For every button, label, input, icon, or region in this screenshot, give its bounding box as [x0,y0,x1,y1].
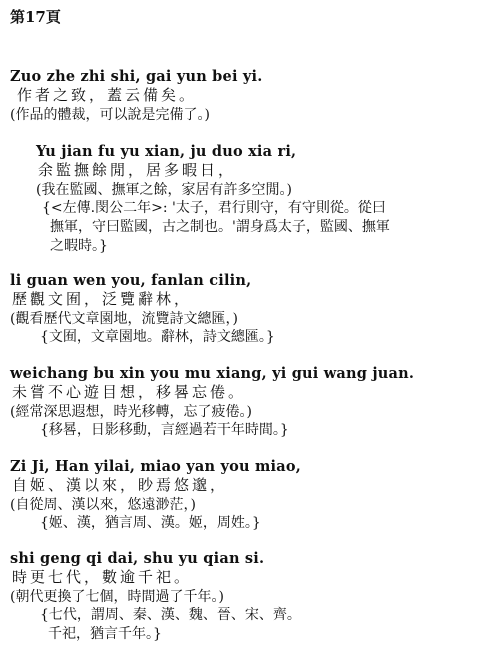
stanza-5-note-line-1: {姬、漢，猶言周、漢。姬，周姓。} [40,515,261,531]
page-number: 第17頁 [10,8,61,26]
stanza-2-note-line-1: {<左傳.閔公二年>: '太子，君行則守，有守則從。從曰 [42,200,386,216]
stanza-4-pinyin: weichang bu xin you mu xiang, yi gui wang juan. [10,365,415,382]
stanza-3-note-line-1: {文囿，文章園地。辭林，詩文總匯。} [40,329,275,345]
stanza-3-translation: (觀看歷代文章園地，流覽詩文總匯，) [10,311,238,327]
stanza-1-chinese: 作者之致，蓋云備矣。 [17,86,198,104]
stanza-4-note-line-1: {移晷，日影移動，言經過若干年時間。} [40,422,289,438]
stanza-5-pinyin: Zi Ji, Han yilai, miao yan you miao, [10,458,301,475]
stanza-4-chinese: 未嘗不心遊目想，移晷忘倦。 [12,383,247,401]
stanza-2-chinese: 余監撫餘閒，居多暇日， [38,161,237,179]
stanza-5-translation: (自從周、漢以來，悠遠渺茫，) [10,497,196,513]
stanza-2-translation: (我在監國、撫軍之餘，家居有許多空閒。) [36,182,292,198]
stanza-4-translation: (經常深思遐想，時光移轉，忘了疲倦。) [10,404,252,420]
stanza-1-translation: (作品的體裁，可以說是完備了。) [10,107,210,123]
stanza-2-pinyin: Yu jian fu yu xian, ju duo xia ri, [36,143,297,160]
stanza-2-note-line-2: 撫軍，守曰監國，古之制也。'謂身爲太子，監國、撫軍 [50,219,390,235]
stanza-6-chinese: 時更七代，數逾千祀。 [12,568,193,586]
stanza-1-pinyin: Zuo zhe zhi shi, gai yun bei yi. [10,68,263,85]
stanza-6-translation: (朝代更換了七個，時間過了千年。) [10,589,224,605]
stanza-5-chinese: 自姬、漢以來，眇焉悠邈， [12,476,229,494]
stanza-6-note-line-2: 千祀，猶言千年。} [48,626,162,642]
stanza-2-note-line-3: 之暇時。} [50,238,108,254]
stanza-3-chinese: 歷觀文囿，泛覽辭林， [12,290,193,308]
stanza-6-pinyin: shi geng qi dai, shu yu qian si. [10,550,265,567]
stanza-3-pinyin: li guan wen you, fanlan cilin, [10,272,252,289]
stanza-6-note-line-1: {七代，謂周、秦、漢、魏、晉、宋、齊。 [40,607,301,623]
